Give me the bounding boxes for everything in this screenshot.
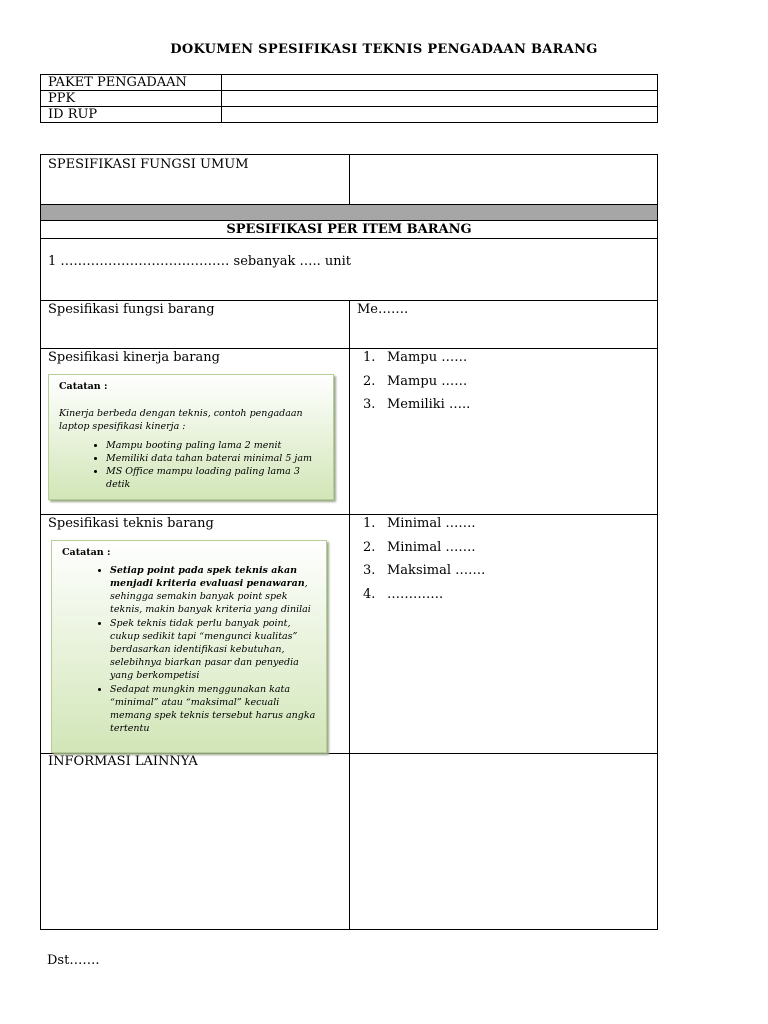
teknis-note-heading: Catatan : [62, 547, 111, 558]
paket-pengadaan-label: PAKET PENGADAAN [41, 75, 222, 91]
id-rup-value [222, 107, 658, 123]
informasi-lainnya-label: INFORMASI LAINNYA [41, 754, 350, 930]
kinerja-list-item: 3. Memiliki ….. [363, 397, 471, 412]
item-line: 1 ………………………………… sebanyak ….. unit [41, 239, 658, 301]
kinerja-list-item: 2. Mampu …… [363, 373, 468, 389]
kinerja-note-text: Kinerja berbeda dengan teknis, contoh pengadaan laptop spesifikasi kinerja : [59, 408, 303, 432]
kinerja-values [350, 349, 658, 515]
fungsi-barang-row [41, 301, 658, 349]
kinerja-note-bullet: • MS Office mampu loading paling lama 3 detik [106, 465, 323, 491]
kinerja-list [357, 349, 650, 420]
header-row-paket [41, 75, 658, 91]
header-row-ppk [41, 91, 658, 107]
teknis-note-bullet: • Setiap point pada spek teknis akan menjadi kriteria evaluasi penawaran, sehingga semakin banyak point spek teknis, makin banyak kriteria yang dinilai [110, 564, 316, 616]
teknis-list-item: 4. …………. [363, 586, 444, 602]
fungsi-umum-label: SPESIFIKASI FUNGSI UMUM [41, 155, 350, 205]
teknis-note-bullets [62, 564, 316, 735]
teknis-list-item: 3. Maksimal ……. [363, 563, 486, 578]
informasi-lainnya-row [41, 754, 658, 930]
teknis-values [350, 515, 658, 754]
header-row-id-rup [41, 107, 658, 123]
teknis-cell [41, 515, 350, 754]
kinerja-note-bullet: • Mampu booting paling lama 2 menit [106, 439, 323, 452]
teknis-row [41, 515, 658, 754]
per-item-heading: SPESIFIKASI PER ITEM BARANG [41, 221, 658, 239]
document-title: DOKUMEN SPESIFIKASI TEKNIS PENGADAAN BARANG [170, 42, 598, 57]
gray-separator-row [41, 205, 658, 221]
teknis-note-box [51, 540, 327, 753]
teknis-note-bullet: • Spek teknis tidak perlu banyak point, cukup sedikit tapi “mengunci kualitas” berdasarkan identifikasi kebutuhan, selebihnya biarkan pasar dan penyedia yang berkompetisi [110, 617, 316, 682]
header-table [40, 74, 658, 123]
spec-table [40, 154, 658, 930]
kinerja-label: Spesifikasi kinerja barang [48, 350, 220, 365]
informasi-lainnya-value [350, 754, 658, 930]
ppk-label: PPK [41, 91, 222, 107]
kinerja-note-bullets [59, 439, 323, 491]
fungsi-umum-row [41, 155, 658, 205]
teknis-list-item: 2. Minimal ……. [363, 539, 476, 555]
kinerja-note-bullet: • Memiliki data tahan baterai minimal 5 jam [106, 452, 323, 465]
kinerja-note-heading: Catatan : [59, 381, 108, 392]
kinerja-list-item: 1. Mampu …… [363, 350, 468, 365]
fungsi-umum-value [350, 155, 658, 205]
ppk-value [222, 91, 658, 107]
teknis-list [357, 515, 650, 609]
teknis-label: Spesifikasi teknis barang [48, 516, 214, 531]
gray-separator [41, 205, 658, 221]
per-item-heading-row [41, 221, 658, 239]
paket-pengadaan-value [222, 75, 658, 91]
kinerja-row [41, 349, 658, 515]
kinerja-note-box [48, 374, 334, 500]
kinerja-cell [41, 349, 350, 515]
item-row [41, 239, 658, 301]
id-rup-label: ID RUP [41, 107, 222, 123]
teknis-note-bullet: • Sedapat mungkin menggunakan kata “minimal” atau “maksimal” kecuali memang spek teknis tersebut harus angka tertentu [110, 683, 316, 735]
teknis-list-item: 1. Minimal ……. [363, 516, 476, 531]
fungsi-barang-value: Me……. [350, 301, 658, 349]
footer-text: Dst……. [47, 953, 100, 968]
fungsi-barang-label: Spesifikasi fungsi barang [41, 301, 350, 349]
